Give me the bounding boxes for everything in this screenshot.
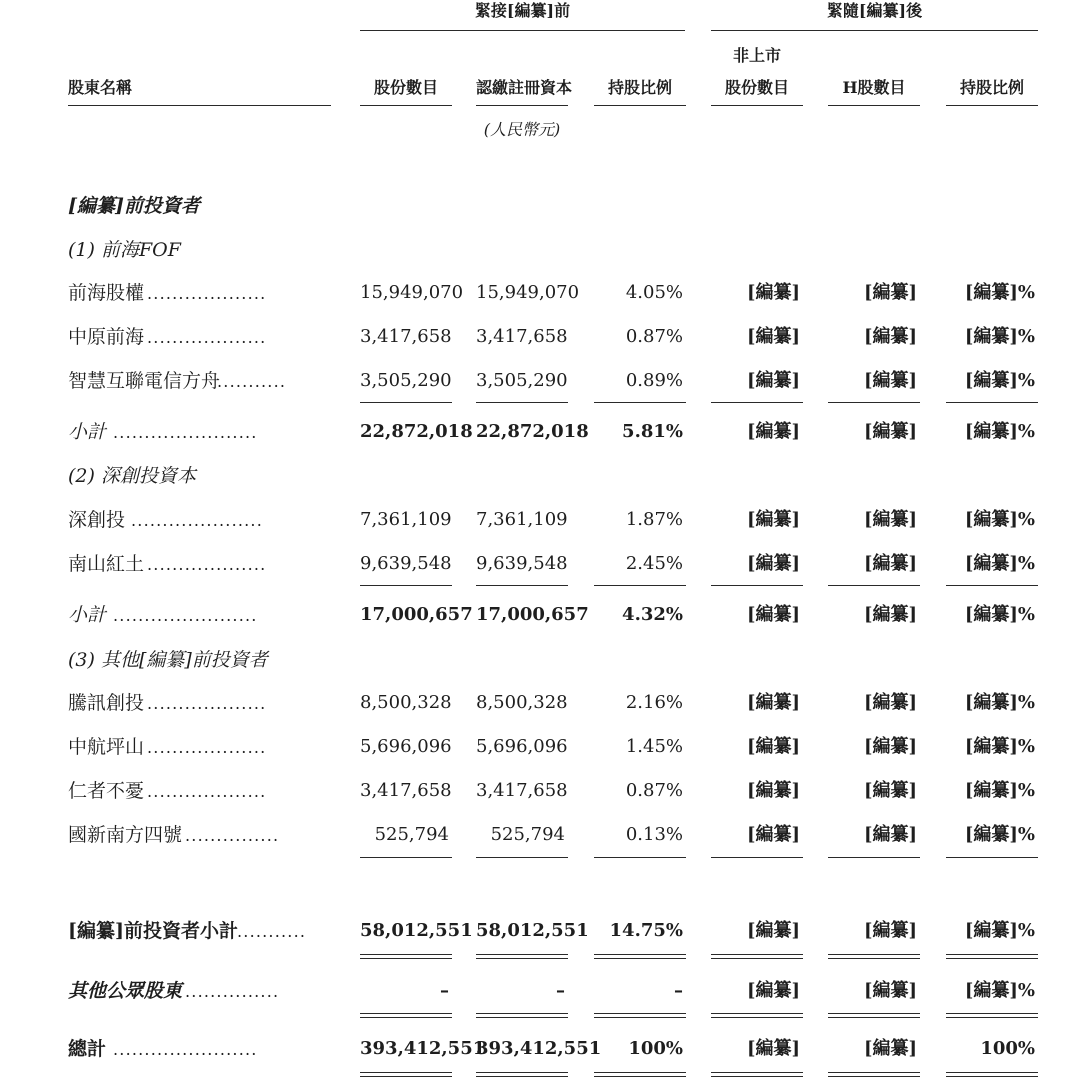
pct-after-value: [編纂]% bbox=[964, 553, 1035, 574]
double-rule bbox=[711, 954, 803, 959]
shareholder-name: 總計 bbox=[68, 1038, 107, 1060]
subtotal-rule bbox=[946, 585, 1038, 586]
subtotal-rule bbox=[476, 585, 568, 586]
leader-dots: ............... bbox=[185, 984, 280, 1000]
unlisted-shares-redacted: [編纂] bbox=[746, 692, 800, 713]
double-rule bbox=[476, 954, 568, 959]
unlisted-shares-redacted: [編纂] bbox=[746, 370, 800, 391]
shareholder-name: 深創投 bbox=[68, 509, 126, 531]
group1-title: (1) 前海FOF bbox=[68, 239, 181, 261]
header-rule bbox=[360, 105, 452, 106]
unlisted-shares-redacted: [編纂] bbox=[746, 509, 800, 530]
header-rule bbox=[594, 105, 686, 106]
header-rule bbox=[476, 105, 568, 106]
subtotal-rule bbox=[594, 857, 686, 858]
capital-value: 3,417,658 bbox=[476, 780, 568, 801]
group-before-rule bbox=[360, 30, 685, 31]
header-rule bbox=[711, 105, 803, 106]
double-rule bbox=[360, 1013, 452, 1018]
group3-title: (3) 其他[編纂]前投資者 bbox=[68, 649, 268, 671]
shareholder-name: 中原前海 bbox=[68, 326, 145, 348]
unlisted-shares-redacted: [編纂] bbox=[746, 1038, 800, 1059]
header-rule bbox=[946, 105, 1038, 106]
capital-value: 525,794 bbox=[490, 824, 565, 845]
shareholder-name: 仁者不憂 bbox=[68, 780, 145, 802]
pct-after-value: [編纂]% bbox=[964, 824, 1035, 845]
pct-after-value: [編纂]% bbox=[964, 282, 1035, 303]
pct-before-value: 2.16% bbox=[625, 692, 683, 713]
col-pct-after-header: 持股比例 bbox=[959, 78, 1024, 97]
pct-before-value: 0.87% bbox=[625, 326, 683, 347]
double-rule bbox=[946, 1013, 1038, 1018]
unlisted-shares-redacted: [編纂] bbox=[746, 780, 800, 801]
pct-after-value: [編纂]% bbox=[964, 736, 1035, 757]
h-shares-redacted: [編纂] bbox=[863, 780, 917, 801]
leader-dots: ........... bbox=[217, 374, 287, 390]
capital-value: 7,361,109 bbox=[476, 509, 568, 530]
col-h-header: H股數目 bbox=[842, 78, 906, 97]
group-after-rule bbox=[711, 30, 1038, 31]
h-shares-redacted: [編纂] bbox=[863, 736, 917, 757]
shares-value: 525,794 bbox=[374, 824, 449, 845]
subtotal-rule bbox=[476, 857, 568, 858]
header-rule bbox=[68, 105, 331, 106]
unlisted-shares-redacted: [編纂] bbox=[746, 604, 800, 625]
leader-dots: ..................... bbox=[131, 513, 264, 529]
capital-value: 15,949,070 bbox=[476, 282, 580, 303]
shares-value: 15,949,070 bbox=[360, 282, 464, 303]
pct-before-value: 4.32% bbox=[622, 604, 683, 625]
subtotal-rule bbox=[711, 857, 803, 858]
unlisted-shares-redacted: [編纂] bbox=[746, 282, 800, 303]
pct-after-value: [編纂]% bbox=[964, 509, 1035, 530]
shares-value: 58,012,551 bbox=[360, 920, 473, 941]
pct-after-value: [編纂]% bbox=[964, 920, 1035, 941]
capital-value: 17,000,657 bbox=[476, 604, 589, 625]
unlisted-shares-redacted: [編纂] bbox=[746, 421, 800, 442]
pct-after-value: [編纂]% bbox=[964, 370, 1035, 391]
double-rule bbox=[828, 954, 920, 959]
shareholder-name: 前海股權 bbox=[68, 282, 145, 304]
pct-before-value: 100% bbox=[628, 1038, 683, 1059]
shares-value: – bbox=[440, 980, 449, 1001]
subtotal-rule bbox=[828, 402, 920, 403]
double-rule bbox=[828, 1072, 920, 1077]
subtotal-rule bbox=[711, 402, 803, 403]
h-shares-redacted: [編纂] bbox=[863, 920, 917, 941]
subtotal-rule bbox=[946, 402, 1038, 403]
shares-value: 3,417,658 bbox=[360, 780, 452, 801]
section-title: [編纂]前投資者 bbox=[68, 195, 200, 217]
group2-title: (2) 深創投資本 bbox=[68, 465, 196, 487]
subtotal-rule bbox=[828, 585, 920, 586]
col-shares-header: 股份數目 bbox=[373, 78, 438, 97]
leader-dots: ....................... bbox=[113, 425, 258, 441]
shares-value: 7,361,109 bbox=[360, 509, 452, 530]
shares-value: 22,872,018 bbox=[360, 421, 473, 442]
shareholder-name: 國新南方四號 bbox=[68, 824, 183, 846]
pct-after-value: [編纂]% bbox=[964, 692, 1035, 713]
unlisted-shares-redacted: [編纂] bbox=[746, 980, 800, 1001]
pct-after-value: [編纂]% bbox=[964, 421, 1035, 442]
capital-value: – bbox=[556, 980, 565, 1001]
pct-before-value: 1.45% bbox=[625, 736, 683, 757]
unlisted-shares-redacted: [編纂] bbox=[746, 736, 800, 757]
group-after-header: 緊隨[編纂]後 bbox=[826, 1, 923, 20]
double-rule bbox=[828, 1013, 920, 1018]
double-rule bbox=[594, 1072, 686, 1077]
leader-dots: ....................... bbox=[113, 608, 258, 624]
capital-value: 3,505,290 bbox=[476, 370, 568, 391]
leader-dots: ............... bbox=[185, 828, 280, 844]
pct-after-value: [編纂]% bbox=[964, 604, 1035, 625]
h-shares-redacted: [編纂] bbox=[863, 370, 917, 391]
h-shares-redacted: [編纂] bbox=[863, 1038, 917, 1059]
h-shares-redacted: [編纂] bbox=[863, 509, 917, 530]
double-rule bbox=[711, 1013, 803, 1018]
header-rule bbox=[828, 105, 920, 106]
pct-before-value: 0.87% bbox=[625, 780, 683, 801]
currency-note: (人民幣元) bbox=[483, 120, 561, 139]
h-shares-redacted: [編纂] bbox=[863, 604, 917, 625]
shareholder-name: 智慧互聯電信方舟 bbox=[68, 370, 221, 392]
subtotal-rule bbox=[360, 857, 452, 858]
h-shares-redacted: [編纂] bbox=[863, 980, 917, 1001]
pct-before-value: 1.87% bbox=[625, 509, 683, 530]
subtotal-rule bbox=[360, 402, 452, 403]
pct-after-value: [編纂]% bbox=[964, 326, 1035, 347]
shareholder-name: 小計 bbox=[68, 421, 107, 443]
subtotal-rule bbox=[476, 402, 568, 403]
shares-value: 8,500,328 bbox=[360, 692, 452, 713]
leader-dots: ....................... bbox=[113, 1042, 258, 1058]
double-rule bbox=[360, 954, 452, 959]
double-rule bbox=[594, 1013, 686, 1018]
double-rule bbox=[946, 954, 1038, 959]
subtotal-rule bbox=[594, 585, 686, 586]
double-rule bbox=[476, 1072, 568, 1077]
subtotal-rule bbox=[360, 585, 452, 586]
unlisted-shares-redacted: [編纂] bbox=[746, 824, 800, 845]
h-shares-redacted: [編纂] bbox=[863, 421, 917, 442]
shareholder-name: [編纂]前投資者小計 bbox=[68, 920, 238, 942]
double-rule bbox=[711, 1072, 803, 1077]
shares-value: 3,417,658 bbox=[360, 326, 452, 347]
unlisted-shares-redacted: [編纂] bbox=[746, 920, 800, 941]
h-shares-redacted: [編纂] bbox=[863, 282, 917, 303]
leader-dots: ................... bbox=[147, 696, 267, 712]
leader-dots: ................... bbox=[147, 330, 267, 346]
double-rule bbox=[594, 954, 686, 959]
capital-value: 22,872,018 bbox=[476, 421, 589, 442]
leader-dots: ........... bbox=[237, 924, 307, 940]
shareholder-name: 南山紅土 bbox=[68, 553, 145, 575]
capital-value: 393,412,551 bbox=[476, 1038, 602, 1059]
leader-dots: ................... bbox=[147, 557, 267, 573]
leader-dots: ................... bbox=[147, 784, 267, 800]
h-shares-redacted: [編纂] bbox=[863, 824, 917, 845]
leader-dots: ................... bbox=[147, 740, 267, 756]
shareholder-name: 小計 bbox=[68, 604, 107, 626]
capital-value: 8,500,328 bbox=[476, 692, 568, 713]
subtotal-rule bbox=[828, 857, 920, 858]
subtotal-rule bbox=[946, 857, 1038, 858]
h-shares-redacted: [編纂] bbox=[863, 326, 917, 347]
pct-after-value: 100% bbox=[980, 1038, 1035, 1059]
shares-value: 5,696,096 bbox=[360, 736, 452, 757]
pct-before-value: 14.75% bbox=[609, 920, 683, 941]
pct-before-value: – bbox=[674, 980, 683, 1001]
leader-dots: ................... bbox=[147, 286, 267, 302]
subtotal-rule bbox=[711, 585, 803, 586]
shares-value: 3,505,290 bbox=[360, 370, 452, 391]
col-name-header: 股東名稱 bbox=[68, 78, 133, 97]
shareholder-name: 其他公眾股東 bbox=[68, 980, 183, 1002]
pct-before-value: 0.13% bbox=[625, 824, 683, 845]
col-unlisted-line1: 非上市 bbox=[732, 46, 781, 65]
pct-before-value: 0.89% bbox=[625, 370, 683, 391]
double-rule bbox=[360, 1072, 452, 1077]
double-rule bbox=[946, 1072, 1038, 1077]
shareholder-name: 騰訊創投 bbox=[68, 692, 145, 714]
capital-value: 5,696,096 bbox=[476, 736, 568, 757]
pct-after-value: [編纂]% bbox=[964, 980, 1035, 1001]
unlisted-shares-redacted: [編纂] bbox=[746, 553, 800, 574]
shares-value: 9,639,548 bbox=[360, 553, 452, 574]
col-pct-before-header: 持股比例 bbox=[607, 78, 672, 97]
h-shares-redacted: [編纂] bbox=[863, 692, 917, 713]
pct-before-value: 4.05% bbox=[625, 282, 683, 303]
col-unlisted-line2: 股份數目 bbox=[724, 78, 789, 97]
h-shares-redacted: [編纂] bbox=[863, 553, 917, 574]
col-capital-header: 認繳註冊資本 bbox=[476, 78, 573, 97]
double-rule bbox=[476, 1013, 568, 1018]
capital-value: 3,417,658 bbox=[476, 326, 568, 347]
capital-value: 9,639,548 bbox=[476, 553, 568, 574]
shares-value: 393,412,551 bbox=[360, 1038, 486, 1059]
shareholder-name: 中航坪山 bbox=[68, 736, 145, 758]
pct-before-value: 2.45% bbox=[625, 553, 683, 574]
capital-value: 58,012,551 bbox=[476, 920, 589, 941]
group-before-header: 緊接[編纂]前 bbox=[474, 1, 571, 20]
subtotal-rule bbox=[594, 402, 686, 403]
unlisted-shares-redacted: [編纂] bbox=[746, 326, 800, 347]
pct-before-value: 5.81% bbox=[622, 421, 683, 442]
shares-value: 17,000,657 bbox=[360, 604, 473, 625]
pct-after-value: [編纂]% bbox=[964, 780, 1035, 801]
